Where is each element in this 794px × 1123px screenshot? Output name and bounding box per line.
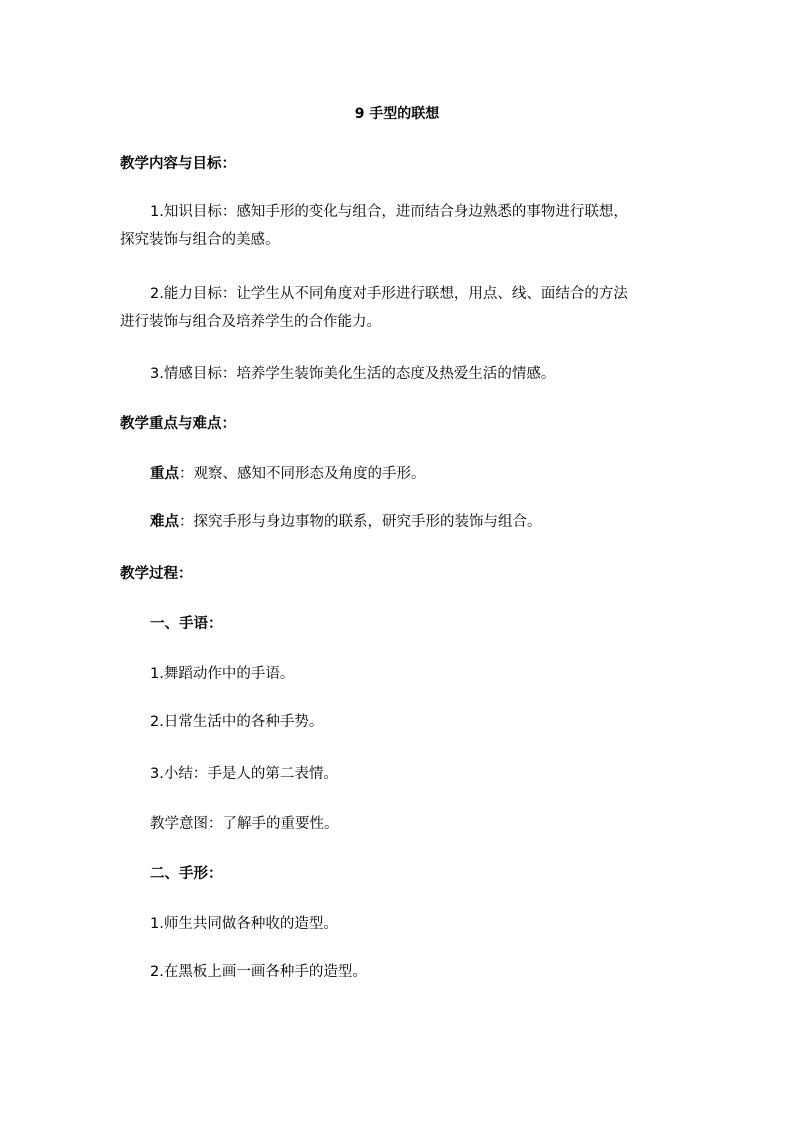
section-heading-key-difficult: 教学重点与难点： [120, 416, 236, 432]
part1-item-1: 1.舞蹈动作中的手语。 [150, 666, 295, 682]
difficult-point-line [120, 508, 680, 536]
part1-item-2: 2.日常生活中的各种手势。 [150, 714, 324, 730]
part2-item-1: 1.师生共同做各种收的造型。 [150, 916, 338, 932]
teaching-intent [120, 810, 680, 838]
part1-item-3: 3.小结：手是人的第二表情。 [150, 766, 338, 782]
emotion-goal-line: 3.情感目标：培养学生装饰美化生活的态度及热爱生活的情感。 [150, 366, 556, 382]
part2-heading-text: 二、手形： [150, 866, 223, 882]
part2-item-2: 2.在黑板上画一画各种手的造型。 [150, 964, 367, 980]
list-item-summary [120, 760, 680, 788]
difficult-point-label: 难点 [150, 514, 179, 530]
list-item-draw-blackboard [120, 958, 680, 986]
paragraph-emotion-goal [120, 360, 680, 388]
knowledge-goal-line-1: 1.知识目标：感知手形的变化与组合，进而结合身边熟悉的事物进行联想， [150, 204, 628, 220]
list-item-gestures [120, 708, 680, 736]
key-point-line [120, 460, 680, 488]
paragraph-key-point [120, 460, 680, 488]
key-point-label: 重点 [150, 466, 179, 482]
difficult-point-text: ：探究手形与身边事物的联系，研究手形的装饰与组合。 [179, 514, 542, 530]
paragraph-difficult-point [120, 508, 680, 536]
document-title: 9 手型的联想 [354, 106, 440, 122]
paragraph-ability-goal [120, 280, 680, 336]
knowledge-goal-line-2: 探究装饰与组合的美感。 [120, 232, 280, 248]
part1-heading-text: 一、手语： [150, 616, 223, 632]
section-heading-process: 教学过程： [120, 566, 193, 582]
list-item-dance [120, 660, 680, 688]
section-heading-content-goals: 教学内容与目标： [120, 156, 236, 172]
ability-goal-line-2: 进行装饰与组合及培养学生的合作能力。 [120, 314, 381, 330]
part-heading-hand-shape [120, 860, 680, 888]
list-item-pose-together [120, 910, 680, 938]
part-heading-sign-language [120, 610, 680, 638]
part1-intent: 教学意图：了解手的重要性。 [150, 816, 339, 832]
ability-goal-line-1: 2.能力目标：让学生从不同角度对手形进行联想，用点、线、面结合的方法 [150, 286, 628, 302]
key-point-text: ：观察、感知不同形态及角度的手形。 [179, 466, 426, 482]
paragraph-knowledge-goal [120, 198, 680, 254]
